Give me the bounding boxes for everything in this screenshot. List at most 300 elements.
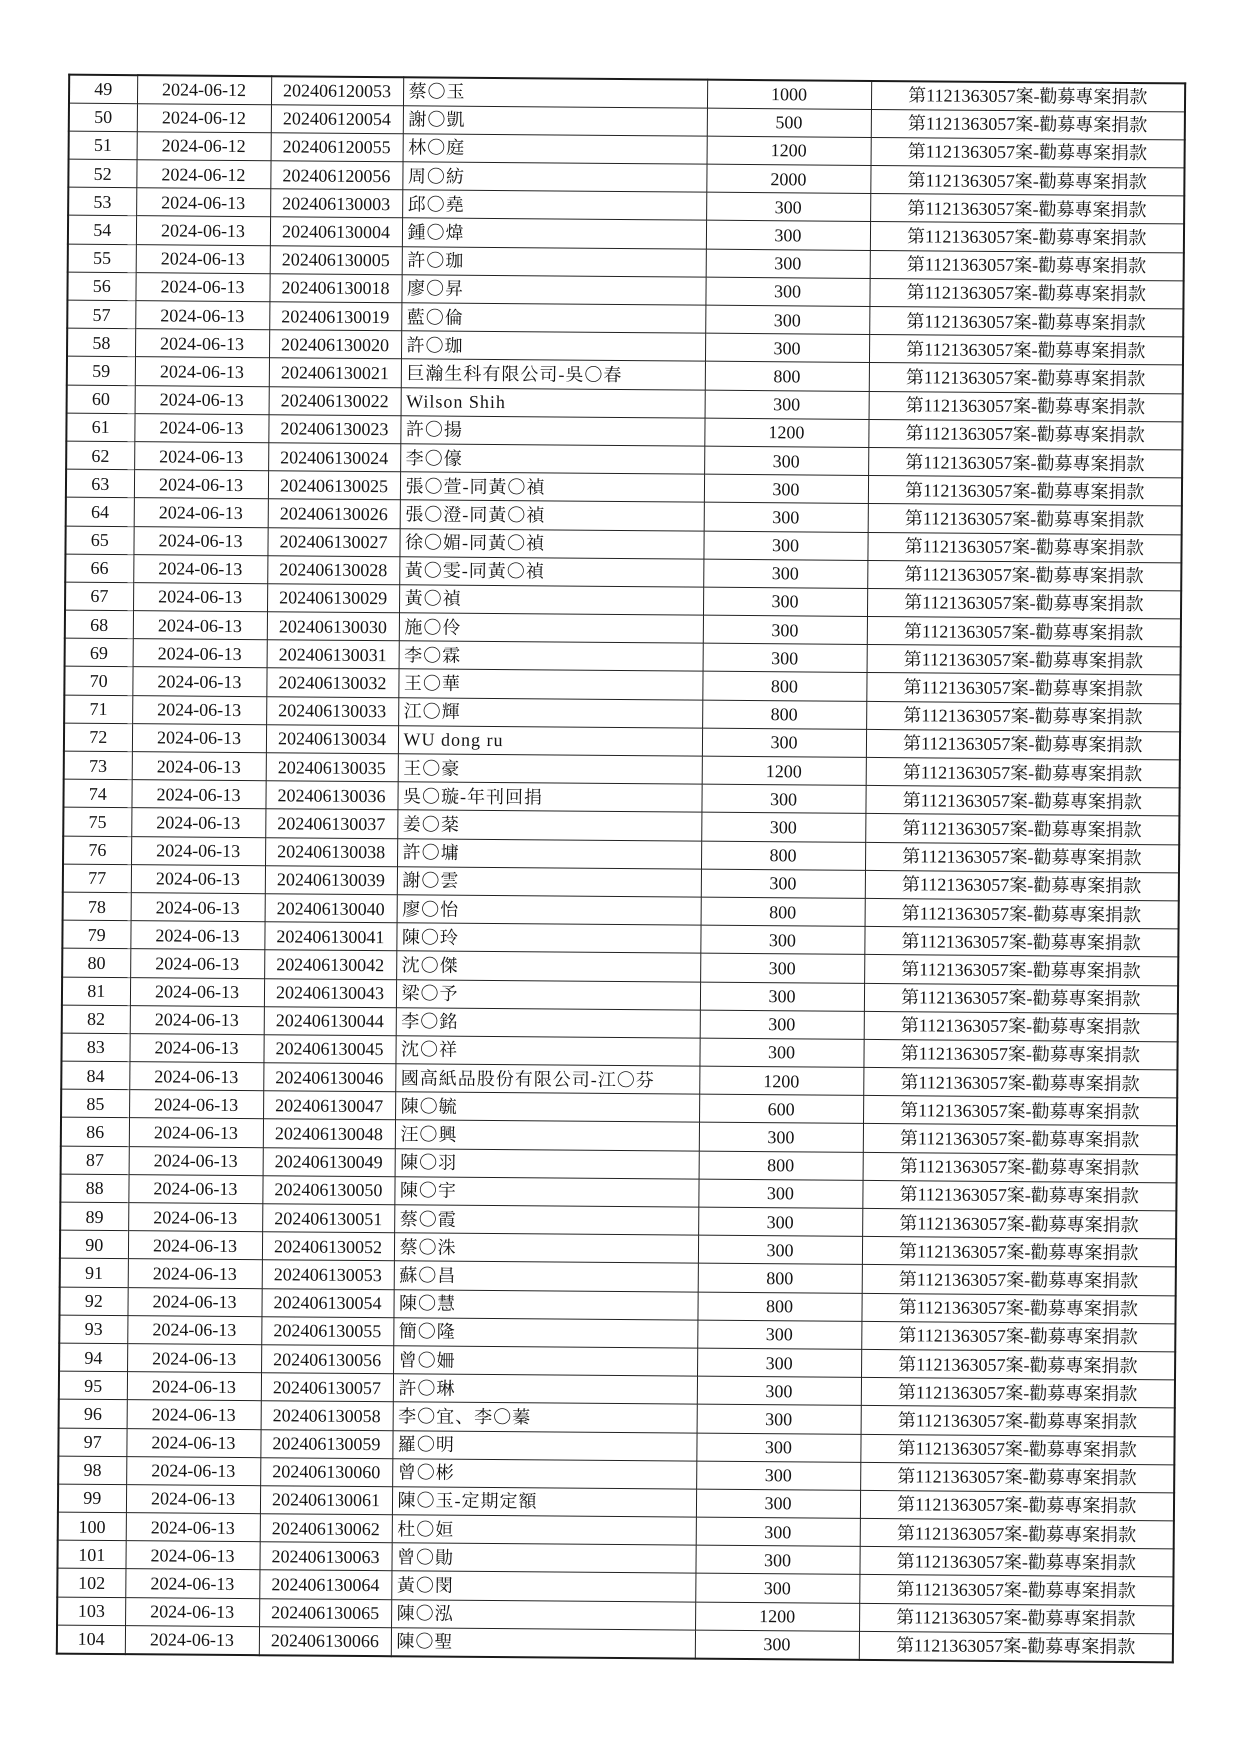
row-number-cell: 68: [65, 610, 133, 639]
row-number-cell: 60: [67, 385, 135, 414]
note-cell: 第1121363057案-勸募專案捐款: [861, 1406, 1175, 1437]
donor-name-cell: WU dong ru: [398, 726, 702, 757]
note-cell: 第1121363057案-勸募專案捐款: [871, 109, 1185, 140]
receipt-number-cell: 202406130025: [268, 471, 400, 500]
row-number-cell: 66: [65, 554, 133, 583]
note-cell: 第1121363057案-勸募專案捐款: [868, 419, 1182, 450]
row-number-cell: 99: [58, 1484, 126, 1513]
date-cell: 2024-06-13: [129, 1062, 263, 1091]
donor-name-cell: 陳〇毓: [395, 1092, 699, 1123]
donor-name-cell: 陳〇玲: [396, 923, 700, 954]
note-cell: 第1121363057案-勸募專案捐款: [865, 898, 1179, 929]
donor-name-cell: 謝〇凱: [403, 105, 707, 136]
row-number-cell: 69: [65, 638, 133, 667]
receipt-number-cell: 202406130056: [261, 1345, 393, 1374]
row-number-cell: 80: [62, 948, 130, 977]
donor-name-cell: 羅〇明: [392, 1430, 696, 1461]
note-cell: 第1121363057案-勸募專案捐款: [867, 588, 1181, 619]
donor-name-cell: 廖〇昇: [401, 275, 705, 306]
amount-cell: 800: [697, 1292, 861, 1321]
receipt-number-cell: 202406120056: [270, 161, 402, 190]
amount-cell: 300: [701, 784, 865, 813]
amount-cell: 300: [705, 333, 869, 362]
receipt-number-cell: 202406130061: [260, 1486, 392, 1515]
amount-cell: 300: [700, 982, 864, 1011]
donation-table-body: [57, 75, 1185, 1662]
row-number-cell: 79: [62, 920, 130, 949]
amount-cell: 300: [705, 305, 869, 334]
donor-name-cell: 邱〇堯: [402, 190, 706, 221]
row-number-cell: 98: [58, 1456, 126, 1485]
row-number-cell: 89: [60, 1202, 128, 1231]
date-cell: 2024-06-13: [133, 611, 267, 640]
donor-name-cell: 藍〇倫: [401, 303, 705, 334]
date-cell: 2024-06-13: [134, 470, 268, 499]
date-cell: 2024-06-13: [127, 1287, 261, 1316]
date-cell: 2024-06-12: [137, 132, 271, 161]
donor-name-cell: 謝〇雲: [397, 866, 701, 897]
note-cell: 第1121363057案-勸募專案捐款: [868, 447, 1182, 478]
date-cell: 2024-06-13: [130, 977, 264, 1006]
row-number-cell: 64: [66, 497, 134, 526]
date-cell: 2024-06-13: [126, 1456, 260, 1485]
amount-cell: 300: [698, 1179, 862, 1208]
date-cell: 2024-06-13: [136, 244, 270, 273]
receipt-number-cell: 202406130048: [263, 1119, 395, 1148]
donor-name-cell: 曾〇勛: [391, 1543, 695, 1574]
note-cell: 第1121363057案-勸募專案捐款: [869, 335, 1183, 366]
row-number-cell: 55: [68, 244, 136, 273]
receipt-number-cell: 202406130051: [262, 1204, 394, 1233]
amount-cell: 800: [699, 1151, 863, 1180]
receipt-number-cell: 202406120055: [271, 133, 403, 162]
receipt-number-cell: 202406130046: [263, 1063, 395, 1092]
note-cell: 第1121363057案-勸募專案捐款: [870, 166, 1184, 197]
amount-cell: 300: [695, 1630, 859, 1659]
amount-cell: 300: [697, 1348, 861, 1377]
amount-cell: 300: [696, 1489, 860, 1518]
note-cell: 第1121363057案-勸募專案捐款: [859, 1631, 1173, 1662]
note-cell: 第1121363057案-勸募專案捐款: [865, 786, 1179, 817]
amount-cell: 2000: [706, 164, 870, 193]
note-cell: 第1121363057案-勸募專案捐款: [860, 1434, 1174, 1465]
row-number-cell: 65: [65, 526, 133, 555]
receipt-number-cell: 202406130041: [264, 922, 396, 951]
row-number-cell: 88: [60, 1174, 128, 1203]
row-number-cell: 83: [61, 1033, 129, 1062]
amount-cell: 1200: [707, 136, 871, 165]
date-cell: 2024-06-13: [129, 1034, 263, 1063]
row-number-cell: 70: [64, 667, 132, 696]
date-cell: 2024-06-13: [125, 1625, 259, 1654]
amount-cell: 300: [704, 502, 868, 531]
receipt-number-cell: 202406130039: [265, 865, 397, 894]
date-cell: 2024-06-13: [128, 1174, 262, 1203]
amount-cell: 300: [704, 446, 868, 475]
row-number-cell: 101: [57, 1540, 125, 1569]
donor-name-cell: 陳〇玉-定期定額: [392, 1487, 696, 1518]
row-number-cell: 96: [59, 1399, 127, 1428]
donor-name-cell: 黃〇禎: [399, 585, 703, 616]
receipt-number-cell: 202406130026: [268, 499, 400, 528]
amount-cell: 600: [699, 1094, 863, 1123]
receipt-number-cell: 202406130044: [264, 1006, 396, 1035]
row-number-cell: 49: [69, 75, 137, 104]
receipt-number-cell: 202406130063: [259, 1542, 391, 1571]
receipt-number-cell: 202406130027: [267, 527, 399, 556]
date-cell: 2024-06-13: [131, 864, 265, 893]
receipt-number-cell: 202406130036: [265, 781, 397, 810]
amount-cell: 300: [706, 221, 870, 250]
note-cell: 第1121363057案-勸募專案捐款: [860, 1490, 1174, 1521]
note-cell: 第1121363057案-勸募專案捐款: [866, 673, 1180, 704]
receipt-number-cell: 202406120054: [271, 104, 403, 133]
donor-name-cell: 曾〇彬: [392, 1458, 696, 1489]
row-number-cell: 71: [64, 695, 132, 724]
donation-table: [56, 74, 1186, 1663]
note-cell: 第1121363057案-勸募專案捐款: [870, 222, 1184, 253]
amount-cell: 800: [702, 672, 866, 701]
date-cell: 2024-06-13: [132, 695, 266, 724]
donor-name-cell: 李〇銘: [396, 1007, 700, 1038]
row-number-cell: 86: [61, 1118, 129, 1147]
receipt-number-cell: 202406130043: [264, 978, 396, 1007]
receipt-number-cell: 202406130037: [265, 809, 397, 838]
note-cell: 第1121363057案-勸募專案捐款: [869, 391, 1183, 422]
date-cell: 2024-06-12: [137, 103, 271, 132]
receipt-number-cell: 202406130065: [259, 1598, 391, 1627]
date-cell: 2024-06-13: [135, 357, 269, 386]
date-cell: 2024-06-13: [125, 1541, 259, 1570]
amount-cell: 500: [707, 108, 871, 137]
receipt-number-cell: 202406130030: [267, 612, 399, 641]
amount-cell: 300: [703, 559, 867, 588]
receipt-number-cell: 202406130021: [269, 358, 401, 387]
donor-name-cell: 李〇儫: [400, 444, 704, 475]
row-number-cell: 50: [69, 103, 137, 132]
amount-cell: 300: [703, 587, 867, 616]
donor-name-cell: 許〇珈: [401, 331, 705, 362]
note-cell: 第1121363057案-勸募專案捐款: [865, 870, 1179, 901]
date-cell: 2024-06-13: [127, 1372, 261, 1401]
amount-cell: 800: [705, 362, 869, 391]
note-cell: 第1121363057案-勸募專案捐款: [870, 250, 1184, 281]
date-cell: 2024-06-13: [134, 413, 268, 442]
date-cell: 2024-06-13: [131, 893, 265, 922]
donor-name-cell: 梁〇予: [396, 979, 700, 1010]
amount-cell: 300: [696, 1433, 860, 1462]
donor-name-cell: 許〇珈: [402, 246, 706, 277]
note-cell: 第1121363057案-勸募專案捐款: [871, 137, 1185, 168]
note-cell: 第1121363057案-勸募專案捐款: [871, 81, 1185, 112]
donor-name-cell: 施〇伶: [399, 613, 703, 644]
note-cell: 第1121363057案-勸募專案捐款: [865, 814, 1179, 845]
donor-name-cell: 徐〇媚-同黃〇禎: [399, 528, 703, 559]
donor-name-cell: Wilson Shih: [401, 387, 705, 418]
date-cell: 2024-06-13: [133, 583, 267, 612]
date-cell: 2024-06-13: [131, 836, 265, 865]
date-cell: 2024-06-13: [127, 1344, 261, 1373]
receipt-number-cell: 202406130038: [265, 837, 397, 866]
row-number-cell: 94: [59, 1343, 127, 1372]
note-cell: 第1121363057案-勸募專案捐款: [862, 1208, 1176, 1239]
amount-cell: 300: [697, 1376, 861, 1405]
date-cell: 2024-06-13: [133, 554, 267, 583]
donor-name-cell: 許〇墉: [397, 838, 701, 869]
receipt-number-cell: 202406130042: [264, 950, 396, 979]
amount-cell: 300: [704, 474, 868, 503]
note-cell: 第1121363057案-勸募專案捐款: [863, 1067, 1177, 1098]
note-cell: 第1121363057案-勸募專案捐款: [868, 504, 1182, 535]
receipt-number-cell: 202406130024: [268, 443, 400, 472]
receipt-number-cell: 202406130023: [268, 414, 400, 443]
donor-name-cell: 蔡〇玉: [403, 77, 707, 108]
receipt-number-cell: 202406130057: [261, 1373, 393, 1402]
row-number-cell: 84: [61, 1061, 129, 1090]
note-cell: 第1121363057案-勸募專案捐款: [859, 1547, 1173, 1578]
note-cell: 第1121363057案-勸募專案捐款: [863, 1152, 1177, 1183]
note-cell: 第1121363057案-勸募專案捐款: [861, 1378, 1175, 1409]
row-number-cell: 59: [67, 357, 135, 386]
donor-name-cell: 陳〇聖: [391, 1628, 695, 1659]
receipt-number-cell: 202406130028: [267, 555, 399, 584]
note-cell: 第1121363057案-勸募專案捐款: [864, 1011, 1178, 1042]
row-number-cell: 63: [66, 469, 134, 498]
receipt-number-cell: 202406130020: [269, 330, 401, 359]
donor-name-cell: 蔡〇霞: [394, 1205, 698, 1236]
note-cell: 第1121363057案-勸募專案捐款: [867, 645, 1181, 676]
note-cell: 第1121363057案-勸募專案捐款: [860, 1462, 1174, 1493]
row-number-cell: 51: [69, 131, 137, 160]
date-cell: 2024-06-13: [127, 1315, 261, 1344]
note-cell: 第1121363057案-勸募專案捐款: [861, 1293, 1175, 1324]
amount-cell: 300: [701, 869, 865, 898]
row-number-cell: 97: [58, 1428, 126, 1457]
date-cell: 2024-06-13: [132, 667, 266, 696]
amount-cell: 300: [706, 192, 870, 221]
receipt-number-cell: 202406130004: [270, 217, 402, 246]
date-cell: 2024-06-12: [136, 160, 270, 189]
receipt-number-cell: 202406130058: [261, 1401, 393, 1430]
amount-cell: 300: [696, 1461, 860, 1490]
donor-name-cell: 許〇揚: [400, 416, 704, 447]
amount-cell: 300: [698, 1207, 862, 1236]
date-cell: 2024-06-13: [134, 498, 268, 527]
amount-cell: 300: [700, 1010, 864, 1039]
row-number-cell: 87: [61, 1146, 129, 1175]
date-cell: 2024-06-13: [135, 301, 269, 330]
donor-name-cell: 簡〇隆: [393, 1317, 697, 1348]
receipt-number-cell: 202406130050: [262, 1176, 394, 1205]
note-cell: 第1121363057案-勸募專案捐款: [870, 194, 1184, 225]
donor-name-cell: 李〇宜、李〇蓁: [393, 1402, 697, 1433]
note-cell: 第1121363057案-勸募專案捐款: [869, 306, 1183, 337]
receipt-number-cell: 202406130066: [259, 1627, 391, 1656]
note-cell: 第1121363057案-勸募專案捐款: [861, 1349, 1175, 1380]
date-cell: 2024-06-13: [128, 1231, 262, 1260]
row-number-cell: 78: [63, 892, 131, 921]
row-number-cell: 85: [61, 1089, 129, 1118]
donor-name-cell: 鍾〇煒: [402, 218, 706, 249]
note-cell: 第1121363057案-勸募專案捐款: [866, 701, 1180, 732]
date-cell: 2024-06-13: [126, 1485, 260, 1514]
row-number-cell: 95: [59, 1371, 127, 1400]
donor-name-cell: 沈〇祥: [395, 1036, 699, 1067]
amount-cell: 1200: [695, 1602, 859, 1631]
receipt-number-cell: 202406130022: [269, 386, 401, 415]
amount-cell: 300: [697, 1404, 861, 1433]
donor-name-cell: 陳〇宇: [394, 1177, 698, 1208]
row-number-cell: 103: [57, 1597, 125, 1626]
date-cell: 2024-06-13: [136, 216, 270, 245]
receipt-number-cell: 202406130064: [259, 1570, 391, 1599]
note-cell: 第1121363057案-勸募專案捐款: [866, 729, 1180, 760]
date-cell: 2024-06-13: [128, 1259, 262, 1288]
note-cell: 第1121363057案-勸募專案捐款: [869, 363, 1183, 394]
donor-name-cell: 沈〇傑: [396, 951, 700, 982]
amount-cell: 300: [706, 249, 870, 278]
date-cell: 2024-06-13: [133, 526, 267, 555]
note-cell: 第1121363057案-勸募專案捐款: [859, 1575, 1173, 1606]
amount-cell: 1000: [707, 80, 871, 109]
donor-name-cell: 王〇豪: [398, 754, 702, 785]
donor-name-cell: 張〇萱-同黃〇禎: [400, 472, 704, 503]
amount-cell: 300: [695, 1574, 859, 1603]
donor-name-cell: 陳〇羽: [395, 1148, 699, 1179]
note-cell: 第1121363057案-勸募專案捐款: [868, 476, 1182, 507]
row-number-cell: 74: [63, 779, 131, 808]
note-cell: 第1121363057案-勸募專案捐款: [863, 1039, 1177, 1070]
receipt-number-cell: 202406130060: [260, 1457, 392, 1486]
note-cell: 第1121363057案-勸募專案捐款: [867, 560, 1181, 591]
donor-name-cell: 王〇華: [398, 669, 702, 700]
receipt-number-cell: 202406130005: [270, 245, 402, 274]
amount-cell: 1200: [704, 418, 868, 447]
date-cell: 2024-06-13: [125, 1597, 259, 1626]
row-number-cell: 104: [57, 1625, 125, 1654]
donor-name-cell: 陳〇慧: [393, 1289, 697, 1320]
receipt-number-cell: 202406120053: [271, 76, 403, 105]
note-cell: 第1121363057案-勸募專案捐款: [869, 278, 1183, 309]
amount-cell: 300: [705, 277, 869, 306]
note-cell: 第1121363057案-勸募專案捐款: [864, 927, 1178, 958]
row-number-cell: 56: [67, 272, 135, 301]
date-cell: 2024-06-13: [134, 442, 268, 471]
donor-name-cell: 黃〇閔: [391, 1571, 695, 1602]
amount-cell: 300: [697, 1320, 861, 1349]
row-number-cell: 102: [57, 1569, 125, 1598]
amount-cell: 300: [701, 813, 865, 842]
donor-name-cell: 汪〇興: [395, 1120, 699, 1151]
note-cell: 第1121363057案-勸募專案捐款: [867, 532, 1181, 563]
donor-name-cell: 黃〇雯-同黃〇禎: [399, 556, 703, 587]
note-cell: 第1121363057案-勸募專案捐款: [859, 1603, 1173, 1634]
receipt-number-cell: 202406130055: [261, 1316, 393, 1345]
receipt-number-cell: 202406130047: [263, 1091, 395, 1120]
donor-name-cell: 杜〇姮: [392, 1515, 696, 1546]
receipt-number-cell: 202406130003: [270, 189, 402, 218]
donor-name-cell: 蘇〇昌: [394, 1261, 698, 1292]
row-number-cell: 82: [62, 1005, 130, 1034]
note-cell: 第1121363057案-勸募專案捐款: [866, 757, 1180, 788]
date-cell: 2024-06-13: [125, 1569, 259, 1598]
row-number-cell: 92: [59, 1287, 127, 1316]
date-cell: 2024-06-13: [131, 808, 265, 837]
amount-cell: 300: [695, 1545, 859, 1574]
row-number-cell: 76: [63, 836, 131, 865]
amount-cell: 300: [696, 1517, 860, 1546]
amount-cell: 300: [699, 1038, 863, 1067]
date-cell: 2024-06-13: [136, 188, 270, 217]
row-number-cell: 53: [68, 187, 136, 216]
row-number-cell: 91: [60, 1258, 128, 1287]
date-cell: 2024-06-13: [126, 1513, 260, 1542]
date-cell: 2024-06-12: [137, 75, 271, 104]
donor-name-cell: 曾〇姍: [393, 1346, 697, 1377]
date-cell: 2024-06-13: [130, 921, 264, 950]
receipt-number-cell: 202406130019: [269, 302, 401, 331]
receipt-number-cell: 202406130035: [266, 753, 398, 782]
row-number-cell: 81: [62, 977, 130, 1006]
receipt-number-cell: 202406130018: [269, 274, 401, 303]
note-cell: 第1121363057案-勸募專案捐款: [864, 955, 1178, 986]
donation-list-sheet: [56, 74, 1184, 1663]
amount-cell: 800: [701, 897, 865, 926]
date-cell: 2024-06-13: [131, 780, 265, 809]
row-number-cell: 100: [58, 1512, 126, 1541]
amount-cell: 300: [705, 390, 869, 419]
amount-cell: 300: [703, 615, 867, 644]
donor-name-cell: 巨瀚生科有限公司-吳〇春: [401, 359, 705, 390]
amount-cell: 300: [703, 531, 867, 560]
row-number-cell: 62: [66, 441, 134, 470]
amount-cell: 300: [702, 728, 866, 757]
note-cell: 第1121363057案-勸募專案捐款: [862, 1180, 1176, 1211]
date-cell: 2024-06-13: [132, 752, 266, 781]
row-number-cell: 75: [63, 808, 131, 837]
amount-cell: 300: [699, 1123, 863, 1152]
row-number-cell: 77: [63, 864, 131, 893]
date-cell: 2024-06-13: [133, 639, 267, 668]
receipt-number-cell: 202406130029: [267, 584, 399, 613]
amount-cell: 800: [701, 841, 865, 870]
amount-cell: 300: [700, 953, 864, 982]
receipt-number-cell: 202406130032: [266, 668, 398, 697]
receipt-number-cell: 202406130040: [265, 894, 397, 923]
note-cell: 第1121363057案-勸募專案捐款: [860, 1518, 1174, 1549]
date-cell: 2024-06-13: [130, 1005, 264, 1034]
date-cell: 2024-06-13: [135, 329, 269, 358]
row-number-cell: 52: [68, 159, 136, 188]
note-cell: 第1121363057案-勸募專案捐款: [865, 842, 1179, 873]
amount-cell: 300: [700, 925, 864, 954]
row-number-cell: 93: [59, 1315, 127, 1344]
note-cell: 第1121363057案-勸募專案捐款: [862, 1237, 1176, 1268]
note-cell: 第1121363057案-勸募專案捐款: [863, 1124, 1177, 1155]
donor-name-cell: 陳〇泓: [391, 1599, 695, 1630]
amount-cell: 300: [698, 1235, 862, 1264]
row-number-cell: 54: [68, 216, 136, 245]
donor-name-cell: 林〇庭: [403, 134, 707, 165]
date-cell: 2024-06-13: [127, 1400, 261, 1429]
donor-name-cell: 廖〇怡: [397, 895, 701, 926]
date-cell: 2024-06-13: [130, 949, 264, 978]
receipt-number-cell: 202406130033: [266, 696, 398, 725]
donor-name-cell: 蔡〇洙: [394, 1233, 698, 1264]
amount-cell: 1200: [702, 756, 866, 785]
receipt-number-cell: 202406130052: [262, 1232, 394, 1261]
row-number-cell: 58: [67, 328, 135, 357]
